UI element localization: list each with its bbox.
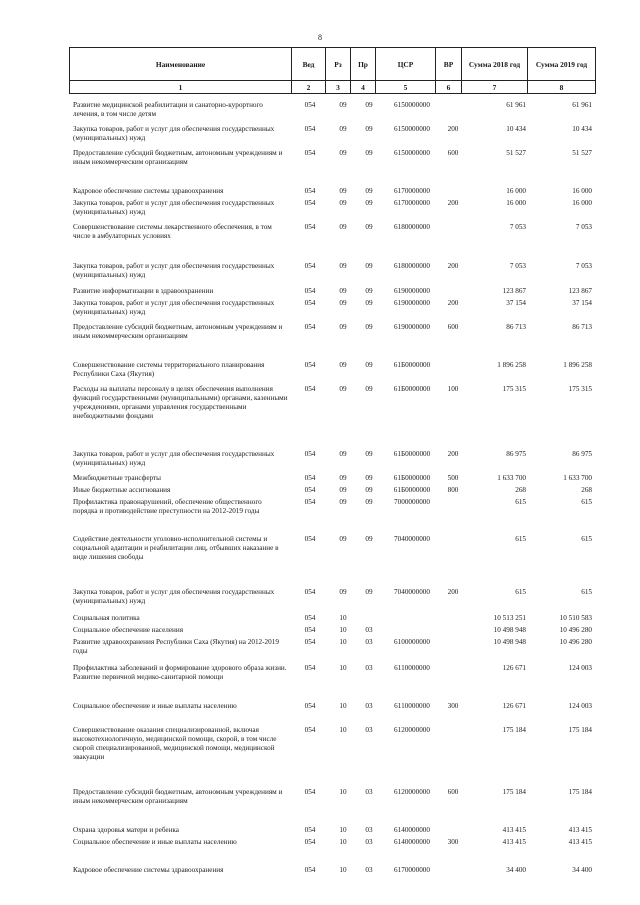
row-rz: 10 xyxy=(339,626,347,634)
header-rz: Рз xyxy=(326,48,351,81)
row-rz: 09 xyxy=(339,385,347,393)
row-vr: 600 xyxy=(447,149,459,157)
row-name: Развитие информатизации в здравоохранении xyxy=(73,287,214,295)
row-ved: 054 xyxy=(304,638,316,646)
row-name: Развитие здравоохранения Республики Саха (Якутия) на 2012-2019 годы xyxy=(73,638,279,655)
row-name: Содействие деятельности уголовно-исполнительной системы и социальной адаптации и реабилитации лиц, отбывших наказание в виде лишения свободы xyxy=(73,535,279,561)
row-sum-2019: 124 003 xyxy=(568,702,592,710)
row-ved: 054 xyxy=(304,323,316,331)
row-rz: 09 xyxy=(339,101,347,109)
row-name: Профилактика заболеваний и формирование здорового образа жизни. Развитие первичной медико-санитарной помощи xyxy=(73,664,287,681)
header-csr: ЦСР xyxy=(376,48,436,81)
row-csr: 7000000000 xyxy=(394,498,430,506)
row-csr: 6190000000 xyxy=(394,299,430,307)
header-num-4: 4 xyxy=(351,81,376,94)
row-sum-2019: 175 315 xyxy=(568,385,592,393)
row-sum-2019: 34 400 xyxy=(572,866,592,874)
row-sum-2018: 16 000 xyxy=(506,199,526,207)
row-sum-2019: 61 961 xyxy=(572,101,592,109)
row-rz: 09 xyxy=(339,187,347,195)
row-sum-2019: 1 633 700 xyxy=(563,474,592,482)
row-ved: 054 xyxy=(304,474,316,482)
row-sum-2019: 7 053 xyxy=(575,262,592,270)
row-pr: 09 xyxy=(365,287,373,295)
row-sum-2019: 37 154 xyxy=(572,299,592,307)
row-name: Расходы на выплаты персоналу в целях обеспечения выполнения функций государственными (муниципальными) органами, казенными учреждениями, органами управления государственными внебюджетными фондами xyxy=(73,385,288,420)
row-rz: 09 xyxy=(339,588,347,596)
row-vr: 300 xyxy=(447,702,459,710)
row-sum-2018: 268 xyxy=(515,486,526,494)
header-num-2: 2 xyxy=(292,81,326,94)
row-rz: 09 xyxy=(339,450,347,458)
row-name: Предоставление субсидий бюджетным, автономным учреждениям и иным некоммерческим организациям xyxy=(73,323,283,340)
row-csr: 6100000000 xyxy=(394,638,430,646)
row-pr: 03 xyxy=(365,664,373,672)
row-sum-2019: 413 415 xyxy=(568,826,592,834)
row-csr: 6170000000 xyxy=(394,866,430,874)
row-pr: 09 xyxy=(365,474,373,482)
row-rz: 09 xyxy=(339,474,347,482)
row-name: Иные бюджетные ассигнования xyxy=(73,486,171,494)
row-ved: 054 xyxy=(304,588,316,596)
row-rz: 09 xyxy=(339,149,347,157)
row-ved: 054 xyxy=(304,199,316,207)
row-ved: 054 xyxy=(304,187,316,195)
row-pr: 09 xyxy=(365,498,373,506)
row-name: Профилактика правонарушений, обеспечение общественного порядка и противодействие преступности на 2012-2019 годы xyxy=(73,498,262,515)
header-num-3: 3 xyxy=(326,81,351,94)
row-pr: 09 xyxy=(365,450,373,458)
row-csr: 61Б0000000 xyxy=(393,474,431,482)
row-csr: 6190000000 xyxy=(394,323,430,331)
row-csr: 6110000000 xyxy=(394,664,430,672)
header-ved: Вед xyxy=(292,48,326,81)
row-pr: 09 xyxy=(365,299,373,307)
row-name: Предоставление субсидий бюджетным, автономным учреждениям и иным некоммерческим организациям xyxy=(73,149,283,166)
row-sum-2018: 413 415 xyxy=(502,826,526,834)
row-name: Закупка товаров, работ и услуг для обеспечения государственных (муниципальных) нужд xyxy=(73,262,275,279)
row-csr: 6150000000 xyxy=(394,101,430,109)
row-csr: 6180000000 xyxy=(394,262,430,270)
row-pr: 09 xyxy=(365,262,373,270)
row-sum-2018: 10 498 948 xyxy=(493,626,526,634)
row-vr: 800 xyxy=(447,486,459,494)
row-ved: 054 xyxy=(304,486,316,494)
row-sum-2018: 10 434 xyxy=(506,125,526,133)
row-sum-2019: 268 xyxy=(581,486,592,494)
row-pr: 03 xyxy=(365,866,373,874)
row-name: Развитие медицинской реабилитации и санаторно-курортного лечения, в том числе детям xyxy=(73,101,263,118)
header-num-7: 7 xyxy=(462,81,528,94)
row-csr: 61Б0000000 xyxy=(393,385,431,393)
row-ved: 054 xyxy=(304,299,316,307)
row-pr: 09 xyxy=(365,323,373,331)
row-ved: 054 xyxy=(304,287,316,295)
header-num-1: 1 xyxy=(70,81,292,94)
row-sum-2019: 86 713 xyxy=(572,323,592,331)
row-rz: 09 xyxy=(339,199,347,207)
row-ved: 054 xyxy=(304,361,316,369)
row-name: Закупка товаров, работ и услуг для обеспечения государственных (муниципальных) нужд xyxy=(73,199,275,216)
row-pr: 03 xyxy=(365,788,373,796)
row-rz: 09 xyxy=(339,262,347,270)
row-pr: 03 xyxy=(365,626,373,634)
row-name: Социальное обеспечение и иные выплаты населению xyxy=(73,838,237,846)
row-rz: 10 xyxy=(339,614,347,622)
row-ved: 054 xyxy=(304,826,316,834)
row-sum-2018: 126 671 xyxy=(502,702,526,710)
row-sum-2018: 34 400 xyxy=(506,866,526,874)
row-pr: 03 xyxy=(365,838,373,846)
row-sum-2019: 10 496 280 xyxy=(559,638,592,646)
row-pr: 03 xyxy=(365,638,373,646)
row-sum-2019: 10 434 xyxy=(572,125,592,133)
row-sum-2019: 413 415 xyxy=(568,838,592,846)
row-sum-2018: 615 xyxy=(515,498,526,506)
row-name: Кадровое обеспечение системы здравоохранения xyxy=(73,187,224,195)
row-ved: 054 xyxy=(304,262,316,270)
row-ved: 054 xyxy=(304,788,316,796)
row-ved: 054 xyxy=(304,626,316,634)
row-vr: 100 xyxy=(447,385,459,393)
row-name: Социальная политика xyxy=(73,614,140,622)
row-csr: 6170000000 xyxy=(394,187,430,195)
row-ved: 054 xyxy=(304,702,316,710)
row-csr: 6140000000 xyxy=(394,838,430,846)
row-rz: 10 xyxy=(339,866,347,874)
row-csr: 7040000000 xyxy=(394,535,430,543)
page-number: 8 xyxy=(318,33,322,42)
row-name: Предоставление субсидий бюджетным, автономным учреждениям и иным некоммерческим организациям xyxy=(73,788,283,805)
row-vr: 200 xyxy=(447,199,459,207)
row-csr: 6120000000 xyxy=(394,788,430,796)
row-ved: 054 xyxy=(304,125,316,133)
row-sum-2019: 1 896 258 xyxy=(563,361,592,369)
row-pr: 09 xyxy=(365,187,373,195)
row-pr: 09 xyxy=(365,588,373,596)
row-ved: 054 xyxy=(304,385,316,393)
row-pr: 09 xyxy=(365,361,373,369)
row-rz: 10 xyxy=(339,726,347,734)
row-csr: 7040000000 xyxy=(394,588,430,596)
row-csr: 61Б0000000 xyxy=(393,486,431,494)
row-name: Охрана здоровья матери и ребенка xyxy=(73,826,179,834)
row-vr: 200 xyxy=(447,588,459,596)
row-sum-2019: 175 184 xyxy=(568,726,592,734)
row-name: Закупка товаров, работ и услуг для обеспечения государственных (муниципальных) нужд xyxy=(73,125,275,142)
row-ved: 054 xyxy=(304,450,316,458)
row-pr: 09 xyxy=(365,535,373,543)
row-csr: 61Б0000000 xyxy=(393,450,431,458)
row-pr: 03 xyxy=(365,726,373,734)
row-sum-2018: 37 154 xyxy=(506,299,526,307)
row-csr: 6180000000 xyxy=(394,223,430,231)
row-vr: 600 xyxy=(447,788,459,796)
row-vr: 200 xyxy=(447,262,459,270)
row-name: Социальное обеспечение населения xyxy=(73,626,184,634)
row-pr: 03 xyxy=(365,826,373,834)
row-pr: 09 xyxy=(365,385,373,393)
row-ved: 054 xyxy=(304,664,316,672)
row-sum-2018: 61 961 xyxy=(506,101,526,109)
row-sum-2019: 16 000 xyxy=(572,199,592,207)
row-sum-2019: 10 510 583 xyxy=(559,614,592,622)
row-name: Закупка товаров, работ и услуг для обеспечения государственных (муниципальных) нужд xyxy=(73,299,275,316)
row-sum-2018: 126 671 xyxy=(502,664,526,672)
row-rz: 10 xyxy=(339,702,347,710)
row-name: Закупка товаров, работ и услуг для обеспечения государственных (муниципальных) нужд xyxy=(73,450,275,467)
row-sum-2019: 10 496 280 xyxy=(559,626,592,634)
row-rz: 10 xyxy=(339,664,347,672)
row-sum-2018: 7 053 xyxy=(509,262,526,270)
row-name: Совершенствование системы территориального планирования Республики Саха (Якутия) xyxy=(73,361,265,378)
header-pr: Пр xyxy=(351,48,376,81)
row-sum-2018: 1 896 258 xyxy=(497,361,526,369)
row-sum-2018: 413 415 xyxy=(502,838,526,846)
row-ved: 054 xyxy=(304,838,316,846)
row-name: Совершенствование оказания специализированной, включая высокотехнологичную, медицинской помощи, скорой, в том числе скорой специализированной, медицинской помощи, медицинской эвакуации xyxy=(73,726,277,761)
row-csr: 6190000000 xyxy=(394,287,430,295)
row-pr: 03 xyxy=(365,702,373,710)
row-rz: 09 xyxy=(339,535,347,543)
row-rz: 09 xyxy=(339,323,347,331)
row-sum-2018: 615 xyxy=(515,535,526,543)
row-sum-2018: 86 975 xyxy=(506,450,526,458)
row-rz: 09 xyxy=(339,287,347,295)
header-num-8: 8 xyxy=(528,81,596,94)
row-name: Социальное обеспечение и иные выплаты населению xyxy=(73,702,237,710)
row-sum-2019: 7 053 xyxy=(575,223,592,231)
row-vr: 600 xyxy=(447,323,459,331)
row-rz: 10 xyxy=(339,838,347,846)
row-csr: 6150000000 xyxy=(394,125,430,133)
row-ved: 054 xyxy=(304,149,316,157)
row-rz: 10 xyxy=(339,826,347,834)
row-vr: 500 xyxy=(447,474,459,482)
row-ved: 054 xyxy=(304,866,316,874)
row-sum-2019: 124 003 xyxy=(568,664,592,672)
row-pr: 09 xyxy=(365,223,373,231)
row-ved: 054 xyxy=(304,535,316,543)
row-csr: 6110000000 xyxy=(394,702,430,710)
row-pr: 09 xyxy=(365,486,373,494)
header-num-5: 5 xyxy=(376,81,436,94)
row-sum-2019: 175 184 xyxy=(568,788,592,796)
row-sum-2019: 615 xyxy=(581,498,592,506)
row-sum-2018: 175 315 xyxy=(502,385,526,393)
row-csr: 61Б0000000 xyxy=(393,361,431,369)
row-rz: 09 xyxy=(339,125,347,133)
row-sum-2019: 123 867 xyxy=(568,287,592,295)
row-csr: 6170000000 xyxy=(394,199,430,207)
row-vr: 200 xyxy=(447,450,459,458)
row-name: Закупка товаров, работ и услуг для обеспечения государственных (муниципальных) нужд xyxy=(73,588,275,605)
row-vr: 200 xyxy=(447,299,459,307)
row-csr: 6140000000 xyxy=(394,826,430,834)
row-rz: 09 xyxy=(339,486,347,494)
header-vr: ВР xyxy=(436,48,462,81)
row-sum-2018: 175 184 xyxy=(502,788,526,796)
row-ved: 054 xyxy=(304,726,316,734)
row-rz: 10 xyxy=(339,638,347,646)
row-sum-2019: 16 000 xyxy=(572,187,592,195)
row-sum-2018: 175 184 xyxy=(502,726,526,734)
row-pr: 09 xyxy=(365,125,373,133)
row-sum-2018: 86 713 xyxy=(506,323,526,331)
header-num-6: 6 xyxy=(436,81,462,94)
row-name: Межбюджетные трансферты xyxy=(73,474,161,482)
row-pr: 09 xyxy=(365,149,373,157)
row-ved: 054 xyxy=(304,614,316,622)
row-vr: 300 xyxy=(447,838,459,846)
row-ved: 054 xyxy=(304,223,316,231)
row-csr: 6120000000 xyxy=(394,726,430,734)
row-sum-2018: 7 053 xyxy=(509,223,526,231)
row-pr: 09 xyxy=(365,101,373,109)
row-sum-2018: 10 498 948 xyxy=(493,638,526,646)
row-csr: 6150000000 xyxy=(394,149,430,157)
header-sum-2019: Сумма 2019 год xyxy=(528,48,596,81)
row-rz: 10 xyxy=(339,788,347,796)
row-name: Совершенствование системы лекарственного обеспечения, в том числе в амбулаторных условиях xyxy=(73,223,272,240)
row-name: Кадровое обеспечение системы здравоохранения xyxy=(73,866,224,874)
row-sum-2019: 615 xyxy=(581,588,592,596)
row-pr: 09 xyxy=(365,199,373,207)
row-rz: 09 xyxy=(339,498,347,506)
header-name: Наименование xyxy=(70,48,292,81)
row-sum-2019: 86 975 xyxy=(572,450,592,458)
row-sum-2018: 16 000 xyxy=(506,187,526,195)
row-rz: 09 xyxy=(339,223,347,231)
row-sum-2018: 1 633 700 xyxy=(497,474,526,482)
header-sum-2018: Сумма 2018 год xyxy=(462,48,528,81)
row-rz: 09 xyxy=(339,361,347,369)
row-ved: 054 xyxy=(304,101,316,109)
row-sum-2018: 123 867 xyxy=(502,287,526,295)
row-sum-2018: 51 527 xyxy=(506,149,526,157)
row-sum-2018: 615 xyxy=(515,588,526,596)
row-ved: 054 xyxy=(304,498,316,506)
row-sum-2019: 615 xyxy=(581,535,592,543)
row-sum-2019: 51 527 xyxy=(572,149,592,157)
row-vr: 200 xyxy=(447,125,459,133)
row-sum-2018: 10 513 251 xyxy=(493,614,526,622)
row-rz: 09 xyxy=(339,299,347,307)
